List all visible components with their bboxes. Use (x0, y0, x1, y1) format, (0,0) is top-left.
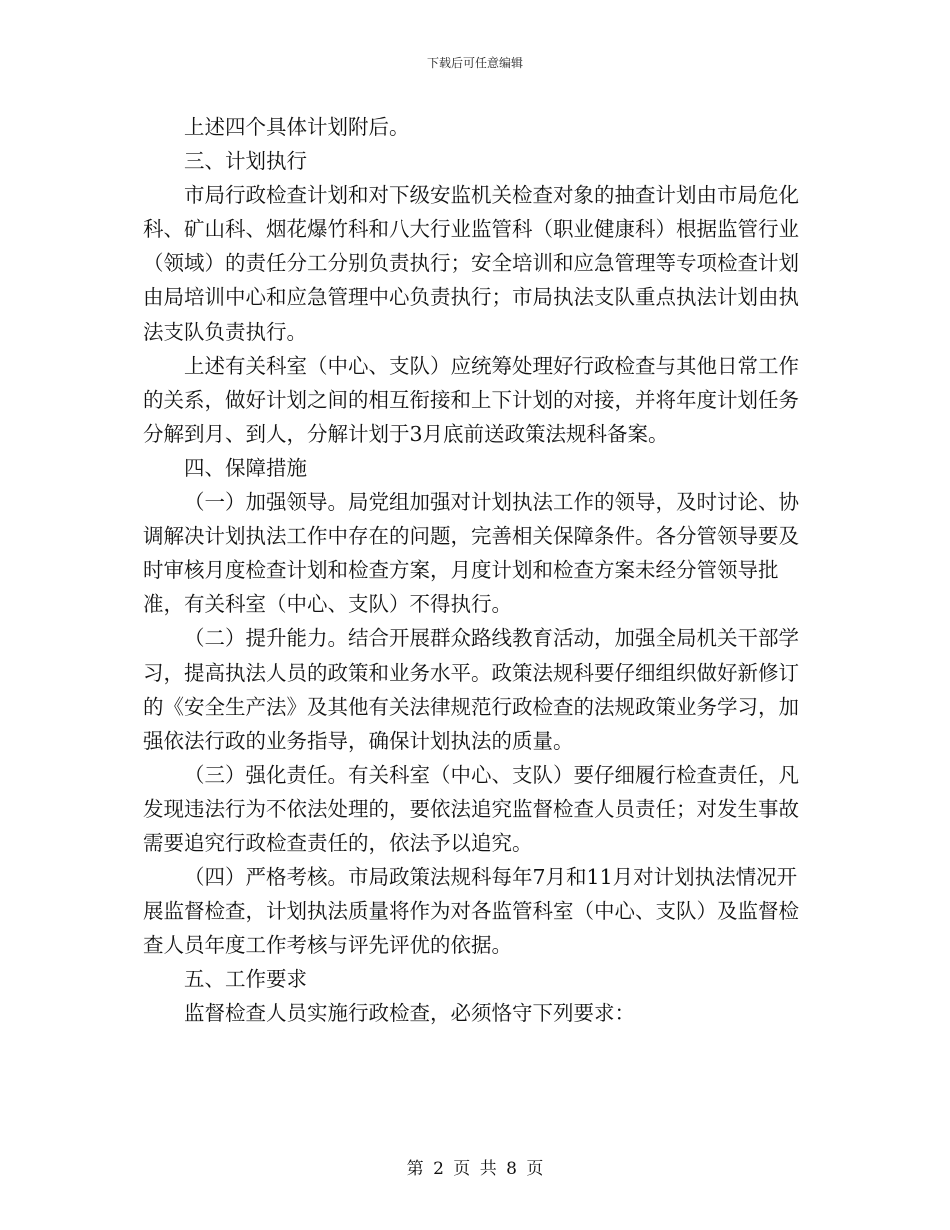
paragraph: （二）提升能力。结合开展群众路线教育活动，加强全局机关干部学习，提高执法人员的政策和业务水平。政策法规科要仔细组织做好新修订的《安全生产法》及其他有关法律规范行政检查的法规政策业务学习，加强依法行政的业务指导，确保计划执法的质量。 (143, 626, 799, 753)
paragraph: （四）严格考核。市局政策法规科每年7月和11月对计划执法情况开展监督检查，计划执法质量将作为对各监管科室（中心、支队）及监督检查人员年度工作考核与评先评优的依据。 (143, 865, 799, 958)
paragraph: 监督检查人员实施行政检查，必须恪守下列要求： (184, 1001, 635, 1026)
section-heading: 四、保障措施 (184, 455, 307, 480)
paragraph: 上述有关科室（中心、支队）应统筹处理好行政检查与其他日常工作的关系，做好计划之间的相互衔接和上下计划的对接，并将年度计划任务分解到月、到人，分解计划于3月底前送政策法规科备案。 (143, 353, 799, 446)
page-number: 第 2 页 共 8 页 (406, 1159, 544, 1179)
page-header: 下载后可任意编辑 (426, 56, 523, 70)
paragraph: 市局行政检查计划和对下级安监机关检查对象的抽查计划由市局危化科、矿山科、烟花爆竹科和八大行业监管科（职业健康科）根据监管行业（领域）的责任分工分别负责执行；安全培训和应急管理等专项检查计划由局培训中心和应急管理中心负责执行；市局执法支队重点执法计划由执法支队负责执行。 (143, 183, 799, 344)
paragraph: （三）强化责任。有关科室（中心、支队）要仔细履行检查责任，凡发现违法行为不依法处理的，要依法追究监督检查人员责任；对发生事故需要追究行政检查责任的，依法予以追究。 (143, 762, 799, 855)
section-heading: 三、计划执行 (184, 149, 307, 174)
paragraph: 上述四个具体计划附后。 (184, 115, 410, 139)
document-body (143, 110, 815, 1031)
section-heading: 五、工作要求 (184, 967, 307, 992)
paragraph: （一）加强领导。局党组加强对计划执法工作的领导，及时讨论、协调解决计划执法工作中存在的问题，完善相关保障条件。各分管领导要及时审核月度检查计划和检查方案，月度计划和检查方案未经分管领导批准，有关科室（中心、支队）不得执行。 (143, 490, 799, 617)
